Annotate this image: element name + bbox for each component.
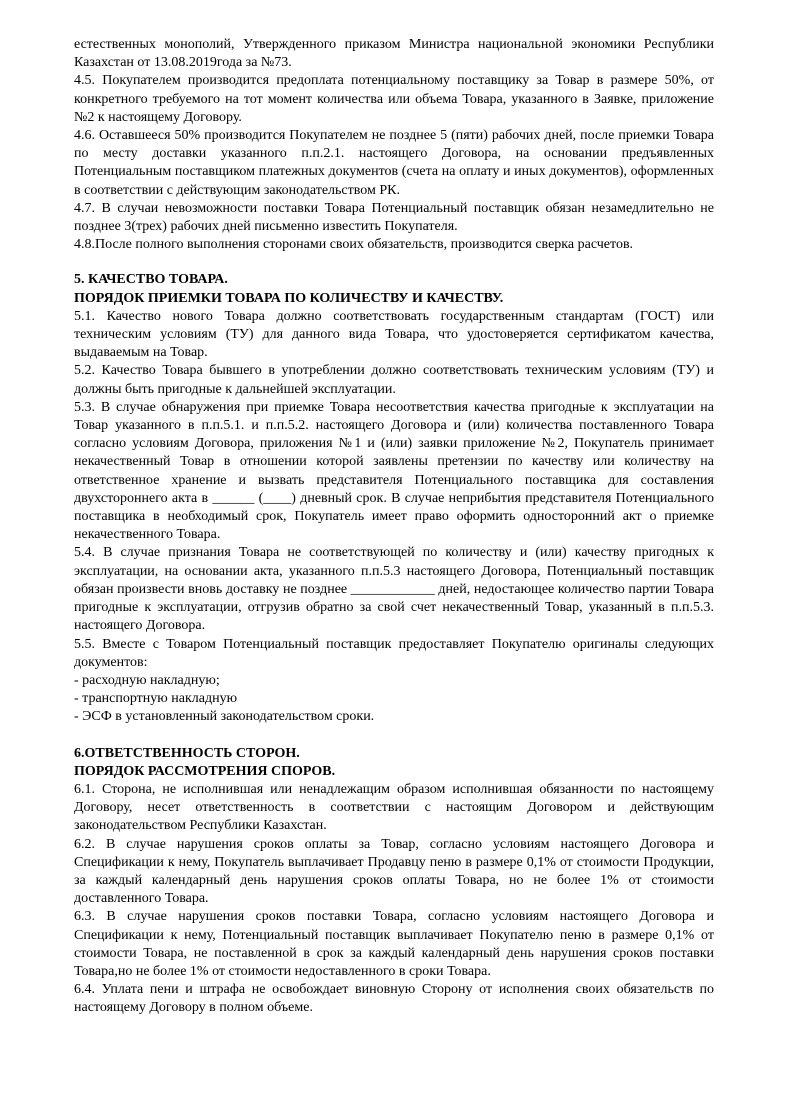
section-6-heading: 6.ОТВЕТСТВЕННОСТЬ СТОРОН. (74, 745, 300, 761)
paragraph-4-8: 4.8.После полного выполнения сторонами своих обязательств, производится сверка расчетов. (74, 237, 634, 253)
paragraph-5-2: 5.2. Качество Товара бывшего в употреблении должно соответствовать техническим условиям (ТУ) и должны быть пригодные к дальнейшей эксплуатации. (74, 363, 714, 397)
paragraph-4-4-continuation: естественных монополий, Утвержденного приказом Министра национальной экономики Республики Казахстан от 13.08.2019года за №73. (74, 37, 714, 71)
paragraph-4-5: 4.5. Покупателем производится предоплата потенциальному поставщику за Товар в размере 50%, от конкретного требуемого на тот момент количества или объема Товара, указанного в Заявке, приложение №2 к настоящему Договору. (74, 73, 714, 125)
section-5-heading: 5. КАЧЕСТВО ТОВАРА. (74, 272, 228, 288)
section-spacer (74, 727, 714, 745)
paragraph-5-1: 5.1. Качество нового Товара должно соответствовать государственным стандартам (ГОСТ) или техническим условиям (ТУ) для данного вида Товара, что удостоверяется сертификатом качества, выдаваемым на Товар. (74, 308, 714, 361)
paragraph-5-4: 5.4. В случае признания Товара не соответствующей по количеству и (или) качеству пригодных к эксплуатации, на основании акта, указанного п.п.5.3 настоящего Договора, Потенциальный поставщик обязан произвести вновь доставку не позднее ____________ дней, недостающее количество партии Товара пригодные к эксплуатации, отгрузив обратно за свой счет некачественный Товар, указанный в п.п.5.3. настоящего Договора. (74, 545, 714, 634)
paragraph-6-1: 6.1. Сторона, не исполнившая или ненадлежащим образом исполнившая обязанности по настоящему Договору, несет ответственность в соответствии с настоящим Договором и действующим законодательством Республики Казахстан. (74, 781, 714, 834)
list-item: - ЭСФ в установленный законодательством сроки. (74, 709, 375, 725)
paragraph-4-7: 4.7. В случаи невозможности поставки Товара Потенциальный поставщик обязан незамедлительно не позднее 3(трех) рабочих дней письменно известить Покупателя. (74, 200, 714, 235)
paragraph-6-2: 6.2. В случае нарушения сроков оплаты за Товар, согласно условиям настоящего Договора и Спецификации к нему, Покупатель выплачивает Продавцу пеню в размере 0,1% от стоимости Продукции, за каждый календарный день нарушения сроков оплаты Товара, но не более 1% от стоимости доставленного Товара. (74, 836, 714, 907)
document-page (74, 36, 714, 1018)
list-item: - транспортную накладную (74, 691, 238, 707)
section-spacer (74, 254, 714, 271)
paragraph-6-3: 6.3. В случае нарушения сроков поставки Товара, согласно условиям настоящего Договора и Спецификации к нему, Потенциальный поставщик выплачивает Покупателю пеню в размере 0,1% от стоимости Товара, не поставленной в срок за каждый календарный день нарушения сроков поставки Товара,но не более 1% от стоимости недоставленного в сроки Товара. (74, 909, 714, 979)
section-5-subheading: ПОРЯДОК ПРИЕМКИ ТОВАРА ПО КОЛИЧЕСТВУ И КАЧЕСТВУ. (74, 290, 504, 306)
paragraph-4-6: 4.6. Оставшееся 50% производится Покупателем не позднее 5 (пяти) рабочих дней, после приемки Товара по месту доставки указанного п.п.2.1. настоящего Договора, на основании предъявленных Потенциальным поставщиком платежных документов (счета на оплату и иных документов), оформленных в соответствии с действующим законодательством РК. (74, 128, 714, 198)
paragraph-5-5: 5.5. Вместе с Товаром Потенциальный поставщик предоставляет Покупателю оригиналы следующих документов: (74, 636, 714, 670)
section-6-subheading: ПОРЯДОК РАССМОТРЕНИЯ СПОРОВ. (74, 763, 336, 779)
paragraph-5-3: 5.3. В случае обнаружения при приемке Товара несоответствия качества пригодные к эксплуатации на Товар указанного в п.п.5.1. и п.п.5.2. настоящего Договора и (или) количества поставленного Товара согласно условиям Договора, приложения №1 и (или) заявки приложение №2, Покупатель принимает некачественный Товар в отношении которой заявлены претензии по качеству или количеству на ответственное хранение и вызвать представителя Потенциального поставщика для составления двухстороннего акта в ______ (____) дневный срок. В случае неприбытия представителя Потенциального поставщика в необходимый срок, Покупатель имеет право оформить односторонний акт о приемке некачественного Товара. (74, 399, 714, 543)
paragraph-6-4: 6.4. Уплата пени и штрафа не освобождает виновную Сторону от исполнения своих обязательств по настоящему Договору в полном объеме. (74, 982, 714, 1016)
list-item: - расходную накладную; (74, 672, 220, 688)
